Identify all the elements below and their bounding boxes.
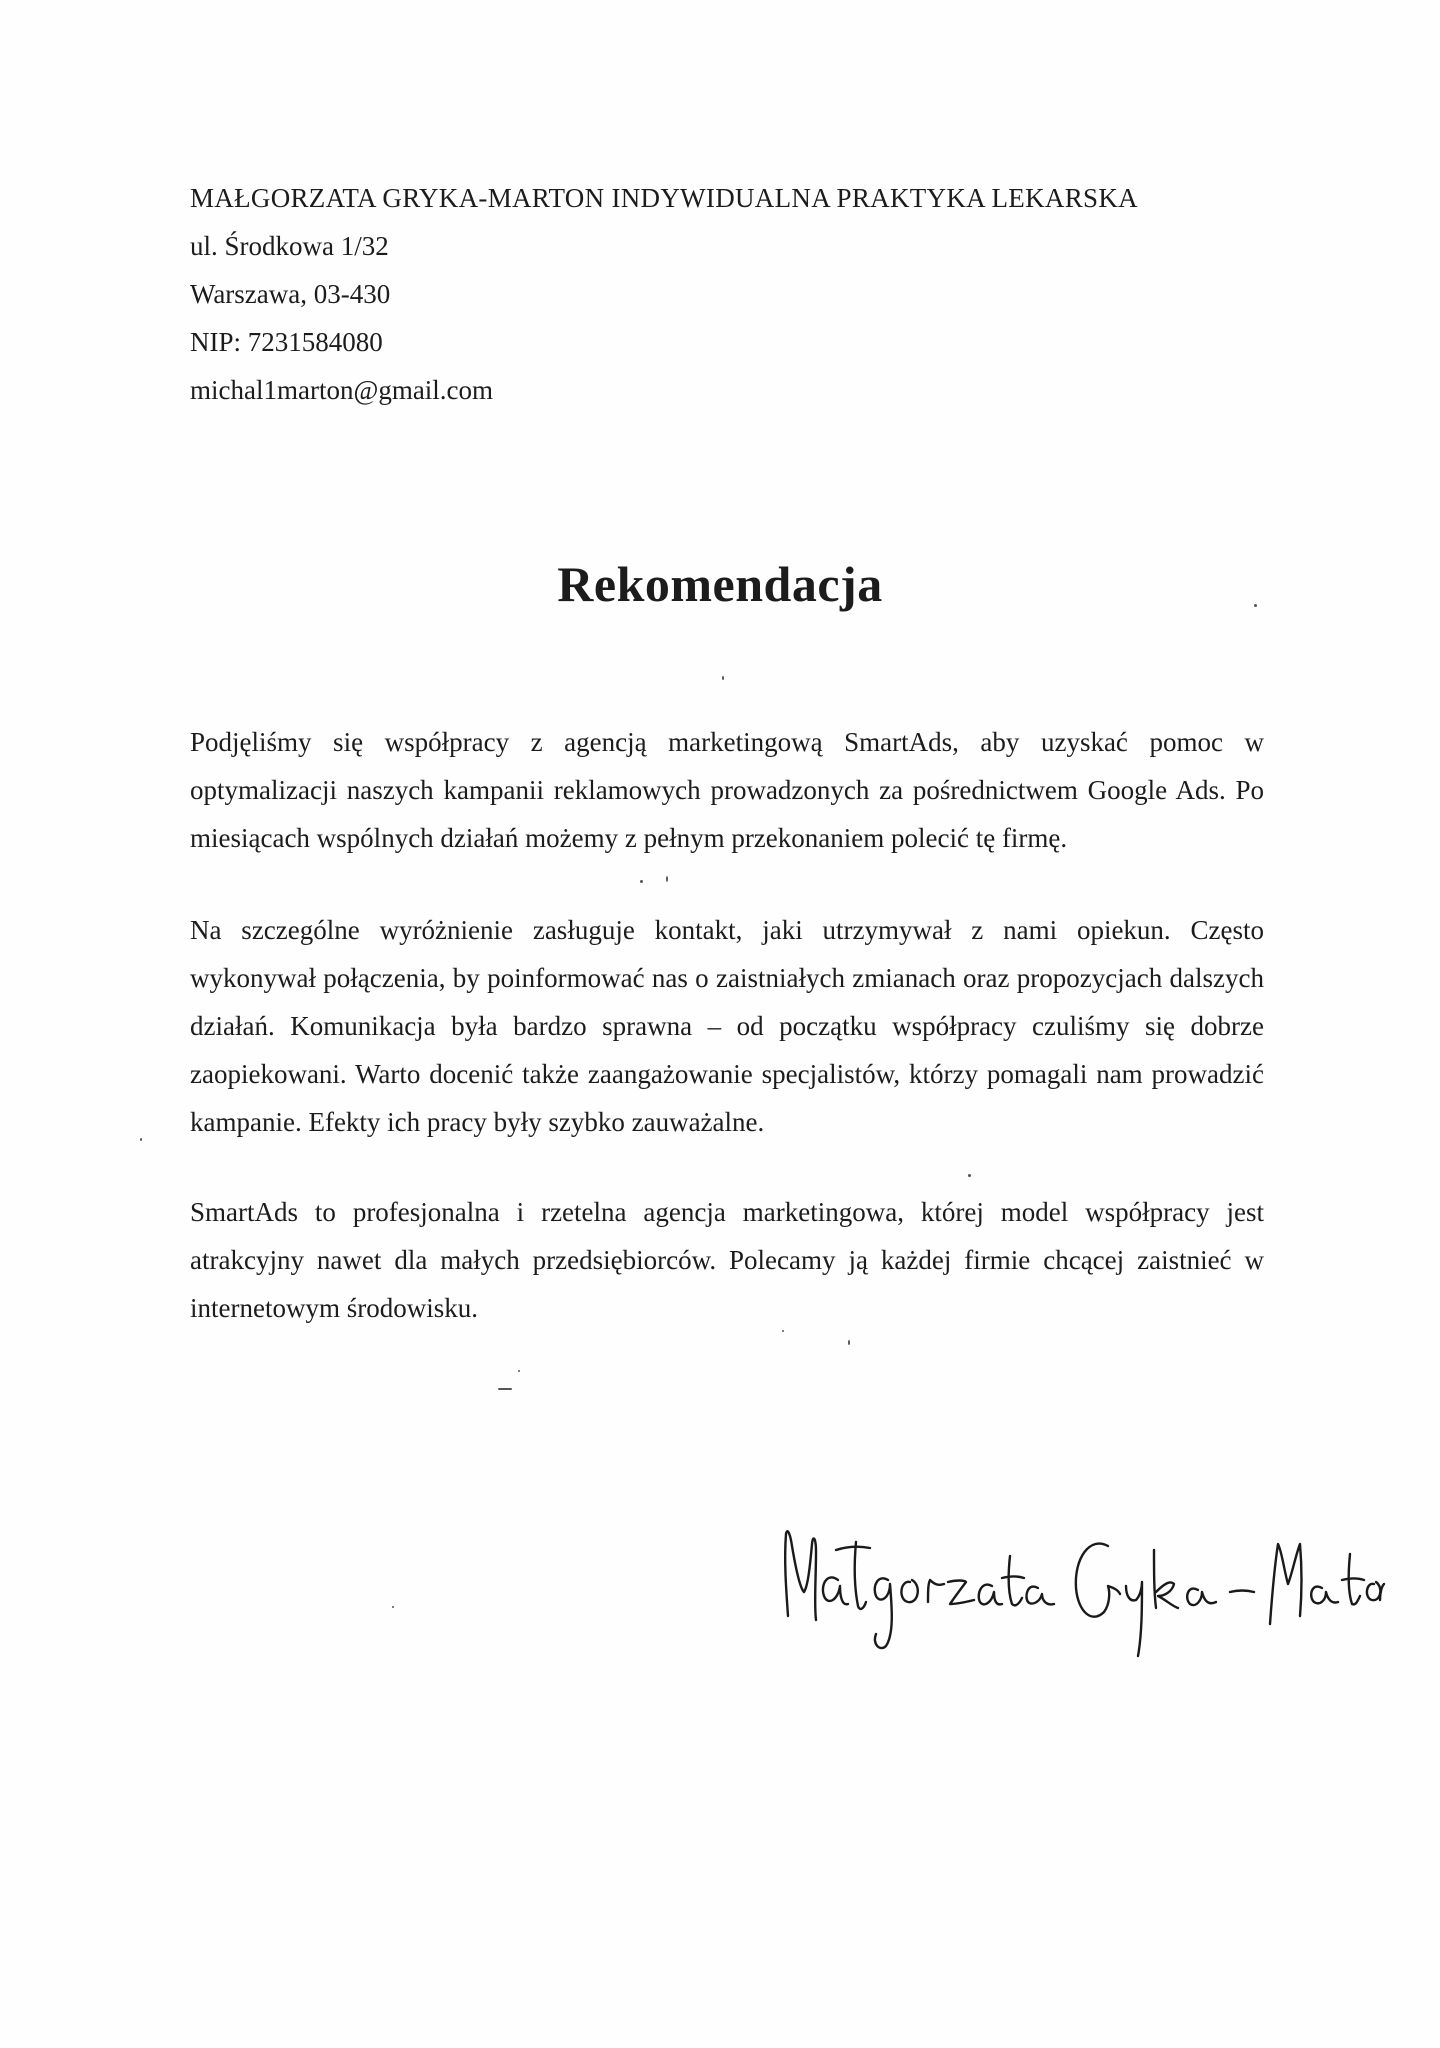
city-postcode: Warszawa, 03-430 (190, 279, 391, 309)
paragraph-2-text: Na szczególne wyróżnienie zasługuje kontakt, jaki utrzymywał z nami opiekun. Często wykonywał połączenia, by poinformować nas o zaistniałych zmianach oraz propozycjach dalszych działań. Komunikacja była bardzo sprawna – od początku współpracy czuliśmy się dobrze zaopiekowani. Warto docenić także zaangażowanie specjalistów, którzy pomagali nam prowadzić kampanie. Efekty ich pracy były szybko zauważalne. (190, 915, 1264, 1137)
scan-speck (782, 1330, 784, 1332)
scan-speck (1254, 604, 1257, 607)
scan-speck (498, 1388, 512, 1390)
scan-speck (968, 1174, 971, 1177)
company-name: MAŁGORZATA GRYKA-MARTON INDYWIDUALNA PRAKTYKA LEKARSKA (190, 183, 1138, 213)
paragraph-3-text: SmartAds to profesjonalna i rzetelna agencja marketingowa, której model współpracy jest atrakcyjny nawet dla małych przedsiębiorców. Polecamy ją każdej firmie chcącej zaistnieć w internetowym środowisku. (190, 1197, 1264, 1323)
paragraph-2 (190, 906, 1264, 1146)
scan-speck (848, 1340, 850, 1345)
scan-speck (392, 1606, 394, 1608)
tax-id: NIP: 7231584080 (190, 327, 383, 357)
email-address: michal1marton@gmail.com (190, 375, 494, 405)
street-address: ul. Środkowa 1/32 (190, 231, 389, 261)
scan-speck (140, 1138, 142, 1141)
scan-speck (722, 676, 724, 680)
scan-speck (666, 876, 668, 882)
handwritten-signature (770, 1488, 1390, 1658)
scan-speck (640, 880, 643, 883)
paragraph-1 (190, 718, 1264, 862)
document-title: Rekomendacja (557, 556, 883, 612)
paragraph-1-text: Podjęliśmy się współpracy z agencją marketingową SmartAds, aby uzyskać pomoc w optymalizacji naszych kampanii reklamowych prowadzonych za pośrednictwem Google Ads. Po miesiącach wspólnych działań możemy z pełnym przekonaniem polecić tę firmę. (190, 727, 1264, 853)
scan-speck (518, 1370, 520, 1372)
paragraph-3 (190, 1188, 1264, 1332)
letterhead (190, 174, 1190, 414)
